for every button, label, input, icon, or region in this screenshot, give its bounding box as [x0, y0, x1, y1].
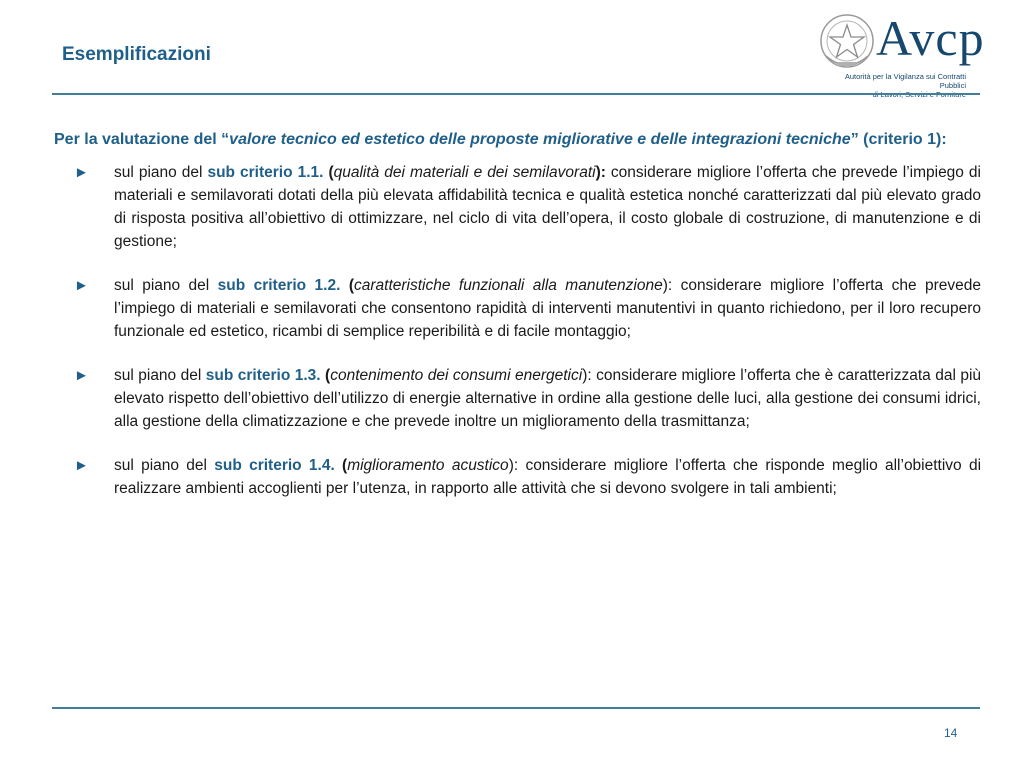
logo-subtitle-line: Autorità per la Vigilanza sui Contratti Pubblici — [844, 72, 966, 90]
criterion-name: miglioramento acustico — [347, 457, 509, 474]
list-item — [54, 274, 981, 343]
logo-brand: Avcp — [876, 10, 985, 66]
sub-criterion-label: sub criterio 1.1. — [207, 164, 324, 181]
paren-open: ( — [323, 164, 334, 181]
criteria-list — [54, 161, 981, 500]
bullet-lead: sul piano del — [114, 367, 206, 384]
bullet-text: : considerare migliore l’offerta che prevede l’impiego di materiali e semilavorati che consentono rapidità di interventi manutentivi in quanto richiedono, per il loro recupero funzionale ed estetico, ricambi di semplice reperibilità e di facile montaggio; — [114, 277, 981, 340]
page-number: 14 — [944, 726, 958, 740]
intro-suffix: ” (criterio 1): — [850, 131, 947, 148]
sub-criterion-label: sub criterio 1.2. — [217, 277, 341, 294]
paren-open: ( — [334, 457, 348, 474]
arrow-bullet-icon: ► — [74, 457, 89, 474]
criterion-name: qualità dei materiali e dei semilavorati — [333, 164, 596, 181]
intro-paragraph — [54, 128, 981, 151]
list-item — [54, 161, 981, 253]
arrow-bullet-icon: ► — [74, 277, 89, 294]
bullet-lead: sul piano del — [114, 164, 208, 181]
bullet-lead: sul piano del — [114, 457, 215, 474]
sub-criterion-label: sub criterio 1.4. — [214, 457, 335, 474]
criterion-name: contenimento dei consumi energetici — [330, 367, 583, 384]
header-divider — [52, 93, 980, 95]
bullet-lead: sul piano del — [114, 277, 218, 294]
arrow-bullet-icon: ► — [74, 367, 89, 384]
paren-close: ) — [662, 277, 668, 294]
footer-divider — [52, 707, 980, 709]
bullet-text: considerare migliore l’offerta che prevede l’impiego di materiali e semilavorati dotati della più elevata affidabilità tecnica e qualità estetica nonché caratterizzati dal più elevato grado di risposta positiva all’obiettivo di ottimizzare, nel ciclo di vita dell’opera, il costo globale di costruzione, di manutenzione e di gestione; — [114, 164, 981, 250]
intro-prefix: Per la valutazione del “ — [54, 131, 230, 148]
paren-close: ): — [595, 164, 606, 181]
bullet-text: : considerare migliore l’offerta che risponde meglio all’obiettivo di realizzare ambienti accoglienti per l’utenza, in rapporto alle attività che si devono svolgere in tali ambienti; — [114, 457, 982, 497]
bullet-text: : considerare migliore l’offerta che è caratterizzata dal più elevato rispetto dell’obiettivo dell’utilizzo di energie alternative in ordine alla gestione delle luci, alla gestione dei consumi idrici, alla gestione della climatizzazione e che prevede inoltre un miglioramento della trasmittanza; — [114, 367, 982, 430]
intro-italic: valore tecnico ed estetico delle proposte migliorative e delle integrazioni tecniche — [229, 131, 851, 148]
slide-title: Esemplificazioni — [62, 44, 211, 65]
italian-emblem-icon — [818, 12, 876, 74]
paren-close: ) — [582, 367, 588, 384]
list-item — [54, 364, 981, 433]
paren-open: ( — [320, 367, 331, 384]
criterion-name: caratteristiche funzionali alla manutenzione — [354, 277, 663, 294]
arrow-bullet-icon: ► — [74, 164, 89, 181]
sub-criterion-label: sub criterio 1.3. — [205, 367, 321, 384]
avcp-logo — [818, 12, 1008, 92]
paren-open: ( — [340, 277, 354, 294]
list-item — [54, 454, 981, 500]
slide-content — [54, 128, 981, 521]
paren-close: ) — [508, 457, 514, 474]
